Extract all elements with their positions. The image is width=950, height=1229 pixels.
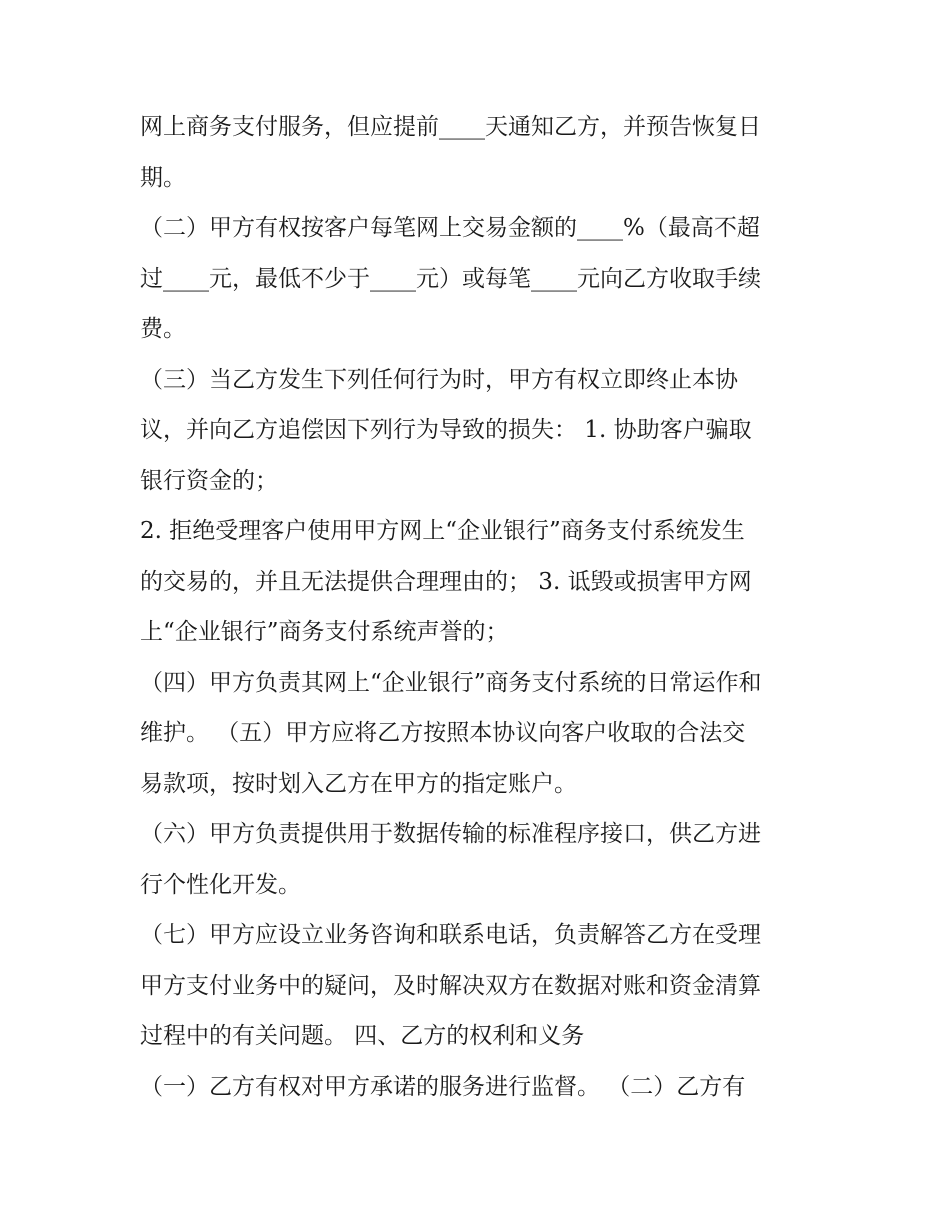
text-line: 2. 拒绝受理客户使用甲方网上“企业银行”商务支付系统发生 [140, 518, 745, 544]
text-line: 的交易的，并且无法提供合理理由的； 3. 诋毁或损害甲方网 [140, 568, 752, 595]
text-line: （三）当乙方发生下列任何行为时，甲方有权立即终止本协 [140, 366, 738, 393]
text-line: 易款项，按时划入乙方在甲方的指定账户。 [140, 770, 577, 797]
text-line: 费。 [140, 316, 186, 342]
text-line: 期。 [140, 164, 186, 191]
text-line: 上“企业银行”商务支付系统声誉的； [140, 619, 509, 645]
text-line: 议，并向乙方追偿因下列行为导致的损失： 1. 协助客户骗取 [140, 417, 752, 443]
text-line: 甲方支付业务中的疑问，及时解决双方在数据对账和资金清算 [140, 972, 761, 999]
text-line: （一）乙方有权对甲方承诺的服务进行监督。 （二）乙方有 [140, 1073, 746, 1100]
text-line: 行个性化开发。 [140, 871, 301, 898]
text-line: （七）甲方应设立业务咨询和联系电话，负责解答乙方在受理 [140, 922, 761, 948]
text-line: 过____元，最低不少于____元）或每笔____元向乙方收取手续 [140, 265, 761, 292]
text-line: 过程中的有关问题。 四、乙方的权利和义务 [140, 1023, 585, 1049]
text-line: （二）甲方有权按客户每笔网上交易金额的____%（最高不超 [140, 215, 760, 241]
text-line: 银行资金的； [140, 467, 278, 494]
document-body [140, 102, 820, 1112]
text-line: （六）甲方负责提供用于数据传输的标准程序接口，供乙方进 [140, 821, 761, 847]
text-line: 维护。 （五）甲方应将乙方按照本协议向客户收取的合法交 [140, 720, 746, 746]
text-line: 网上商务支付服务，但应提前____天通知乙方，并预告恢复日 [140, 114, 761, 140]
text-line: （四）甲方负责其网上“企业银行”商务支付系统的日常运作和 [140, 669, 762, 696]
